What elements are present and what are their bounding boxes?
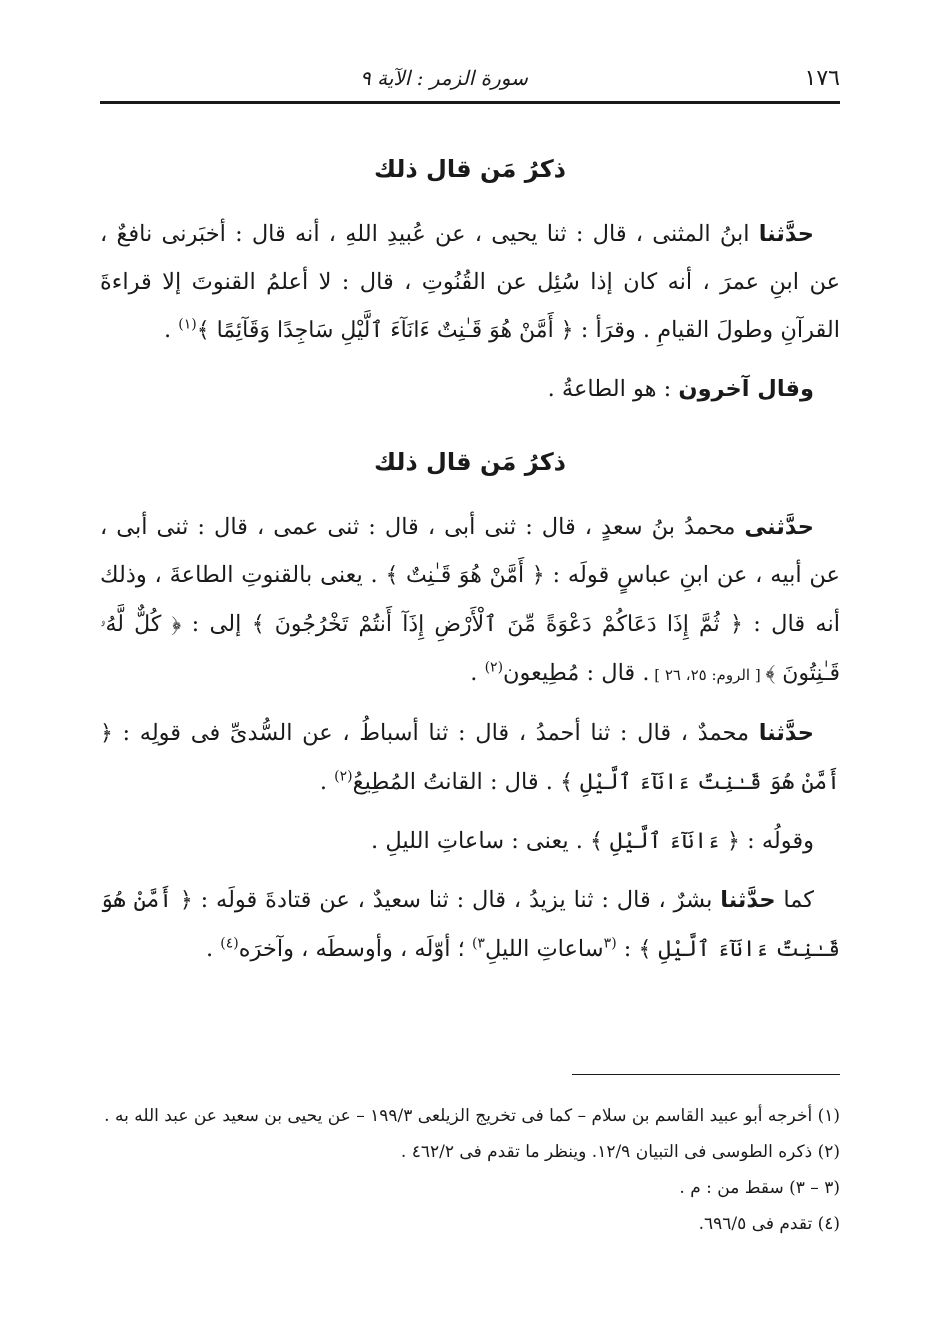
speaker: حدَّثنى <box>744 514 814 540</box>
footnote: (٢) ذكره الطوسى فى التبيان ١٢/٩. وينظر ما تقدم فى ٤٦٢/٢ . <box>400 1142 840 1162</box>
section-heading: ذكرُ مَن قال ذلك <box>374 448 566 476</box>
paragraph-text: : <box>616 936 639 962</box>
paragraph <box>100 503 840 699</box>
footnote-ref[interactable]: (٢) <box>334 768 353 785</box>
paragraph-end: . <box>205 936 221 962</box>
paragraph-text: . يعنى بالقنوتِ الطاعةَ ، وذلك أنه قال : <box>100 562 840 637</box>
paragraph <box>100 365 840 413</box>
paragraph-text: . قال : القانتُ المُطِيعُ <box>352 769 561 795</box>
paragraph <box>100 817 840 866</box>
page-number: ١٧٦ <box>804 65 840 91</box>
paragraph-lead: كما <box>775 887 814 913</box>
footnote: (٤) تقدم فى ٦٩٦/٥. <box>698 1214 840 1234</box>
paragraph-text: وقولُه : <box>739 828 814 854</box>
footnote-ref[interactable]: (٣ <box>603 935 617 952</box>
footnote-ref[interactable]: ٣) <box>471 935 485 952</box>
quran-quote: ﴿ ثُمَّ إِذَا دَعَاكُمْ دَعْوَةً مِّنَ ٱلْأَرْضِ إِذَآ أَنتُمْ تَخْرُجُونَ ﴾ <box>251 612 743 637</box>
footnote: (٣ – ٣) سقط من : م . <box>679 1178 840 1198</box>
speaker: حدَّثنا <box>758 221 814 247</box>
running-title: سورة الزمر : الآية ٩ <box>360 66 528 90</box>
paragraph-text: . قال : مُطِيعون <box>503 660 650 686</box>
page-header <box>100 58 840 98</box>
paragraph <box>100 876 840 974</box>
paragraph-text: ؛ أوّلَه ، وأوسطَه ، وآخرَه <box>238 936 472 962</box>
paragraph-text: بشرٌ ، قال : ثنا يزيدُ ، قال : ثنا سعيدٌ ، عن قتادةَ قولَه : <box>192 887 721 913</box>
paragraph-end: . <box>163 317 179 343</box>
speaker: وقال آخرون <box>678 376 814 402</box>
paragraph-text: محمدُ بنُ سعدٍ ، قال : ثنى أبى ، قال : ثنى عمى ، قال : ثنى أبى ، عن أبيه ، عن ابنِ عباسٍ قولَه : <box>100 514 840 588</box>
speaker: حدَّثنا <box>720 887 776 913</box>
footnote: (١) أخرجه أبو عبيد القاسم بن سلام – كما فى تخريج الزيلعى ١٩٩/٣ – عن يحيى بن سعيد عن عبد الله به . <box>104 1106 840 1126</box>
quran-quote: ﴿ ءَانَآءَ ٱلَّيْلِ ﴾ <box>590 829 740 854</box>
surah-reference: [ الروم: ٢٥، ٢٦ ] <box>649 666 766 684</box>
paragraph <box>100 210 840 355</box>
paragraph-text: . يعنى : ساعاتِ الليلِ . <box>371 828 591 854</box>
footnote-rule <box>572 1074 840 1075</box>
footnote-ref[interactable]: (٢) <box>484 659 504 676</box>
quran-quote: ﴿ كُلٌّ لَّهُۥ قَـٰنِتُونَ ﴾ <box>100 612 840 686</box>
quran-quote: ﴿ أَمَّنْ هُوَ قَـٰنِتٌ ءَانَآءَ ٱلَّيْلِ ﴾ <box>100 888 840 962</box>
paragraph-text: ساعاتِ الليلِ <box>484 936 604 962</box>
quran-quote: ﴿ أَمَّنْ هُوَ قَـٰنِتٌ ءَانَآءَ ٱلَّيْلِ ﴾ <box>100 721 840 795</box>
main-text <box>100 142 840 984</box>
quran-quote: ﴿ أَمَّنْ هُوَ قَـٰنِتٌ ءَانَآءَ ٱلَّيْلِ سَاجِدًا وَقَآئِمًا ﴾ <box>196 318 574 343</box>
footnote-ref[interactable]: (٤) <box>220 935 239 952</box>
paragraph-end: . <box>470 660 485 686</box>
footnotes <box>100 1098 840 1242</box>
paragraph-text: ابنُ المثنى ، قال : ثنا يحيى ، عن عُبيدِ اللهِ ، أنه قال : أخبَرنى نافعٌ ، عن ابنِ عمرَ ، أنه كان إذا سُئِل عن القُنُوتِ ، قال : لا أعلمُ القنوتَ إلا قراءةَ القرآنِ وطولَ القيامِ . وقرَأ : <box>100 221 840 343</box>
paragraph-text: : هو الطاعةُ . <box>547 376 679 402</box>
footnote-ref[interactable]: (١) <box>178 316 197 333</box>
paragraph-text: إلى : <box>181 611 252 637</box>
paragraph <box>100 709 840 807</box>
paragraph-text: محمدٌ ، قال : ثنا أحمدُ ، قال : ثنا أسباطُ ، عن السُّدىِّ فى قولِه : <box>112 720 759 746</box>
quran-quote: ﴿ أَمَّنْ هُوَ قَـٰنِتٌ ﴾ <box>385 563 545 588</box>
header-rule <box>100 101 840 104</box>
speaker: حدَّثنا <box>758 720 814 746</box>
paragraph-end: . <box>319 769 335 795</box>
section-heading: ذكرُ مَن قال ذلك <box>374 155 566 183</box>
